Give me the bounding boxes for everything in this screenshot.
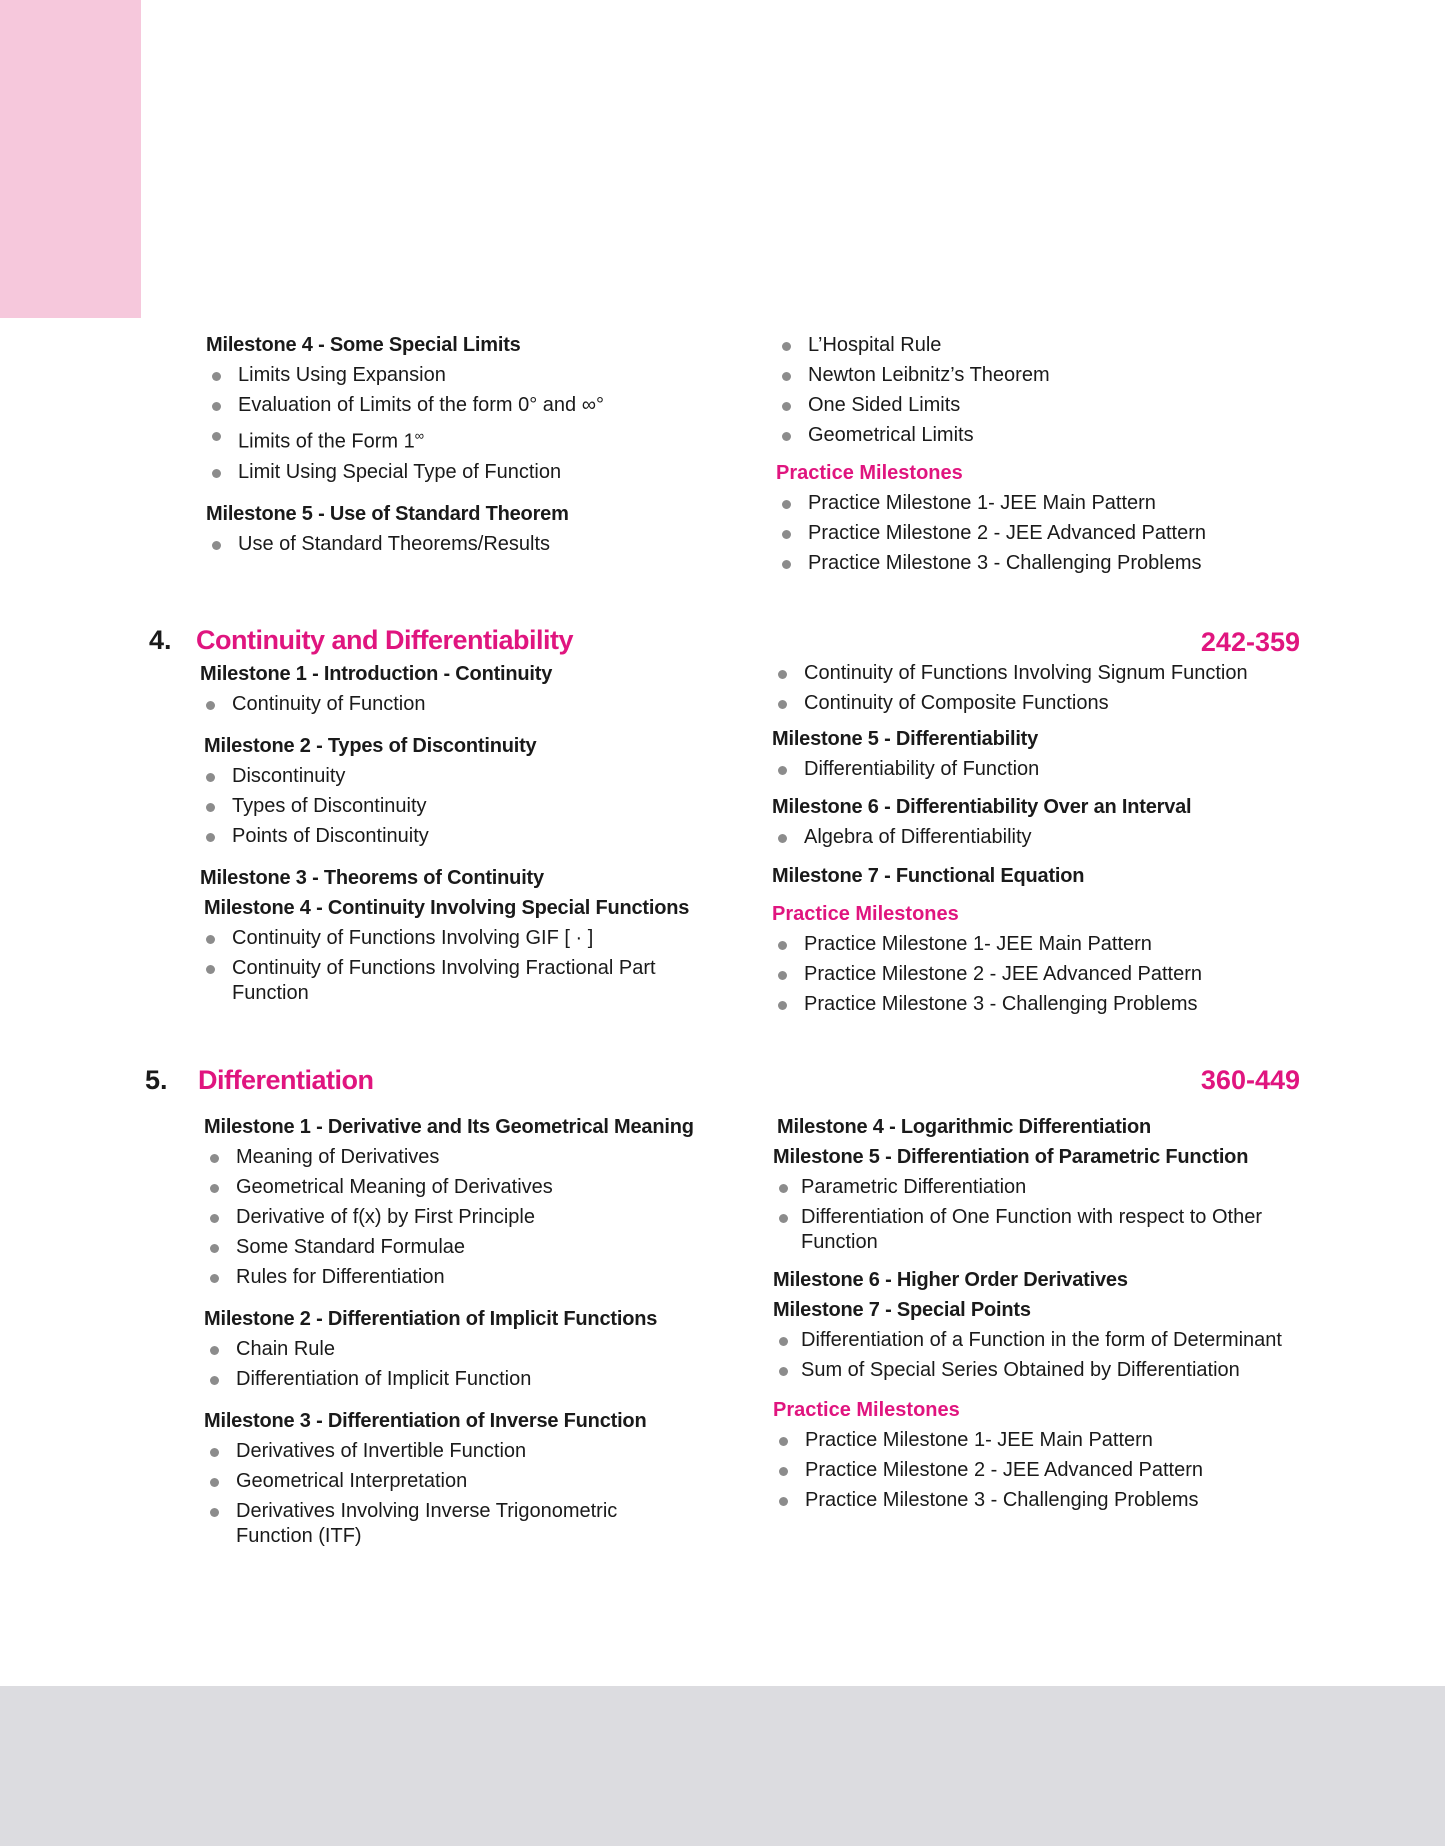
chapter-5-pages: 360-449 xyxy=(1200,1065,1300,1095)
list-item: Practice Milestone 1- JEE Main Pattern xyxy=(772,932,1332,957)
list-item: Algebra of Differentiability xyxy=(772,825,1332,850)
list-item: Types of Discontinuity xyxy=(200,794,730,819)
milestone-item-list xyxy=(206,363,726,485)
practice-milestones-heading: Practice Milestones xyxy=(776,462,963,484)
top-right-column xyxy=(776,333,1336,581)
chapter-5-title: Differentiation xyxy=(198,1065,374,1095)
list-item: Discontinuity xyxy=(200,764,730,789)
list-item: Meaning of Derivatives xyxy=(204,1145,744,1170)
list-item: Derivative of f(x) by First Principle xyxy=(204,1205,744,1230)
list-item: Limits Using Expansion xyxy=(206,363,726,388)
milestone-title: Milestone 4 - Continuity Involving Special Functions xyxy=(204,897,690,919)
milestone-title: Milestone 4 - Logarithmic Differentiation xyxy=(777,1116,1152,1138)
milestone-title: Milestone 3 - Theorems of Continuity xyxy=(200,867,544,889)
list-item: Differentiation of One Function with respect to Other Function xyxy=(773,1205,1301,1255)
chapter-4-right-column xyxy=(772,661,1332,1022)
milestone-title: Milestone 3 - Differentiation of Inverse Function xyxy=(204,1410,647,1432)
chapter-4-left-column xyxy=(200,662,730,1011)
practice-milestones-heading: Practice Milestones xyxy=(773,1399,960,1421)
list-item: Practice Milestone 3 - Challenging Problems xyxy=(772,992,1332,1017)
list-item: Continuity of Composite Functions xyxy=(772,691,1332,716)
list-item: Newton Leibnitz’s Theorem xyxy=(776,363,1336,388)
list-item: L’Hospital Rule xyxy=(776,333,1336,358)
list-item: Parametric Differentiation xyxy=(773,1175,1343,1200)
practice-item-list xyxy=(776,491,1336,576)
milestone-item-list xyxy=(772,757,1332,782)
milestone-title: Milestone 7 - Special Points xyxy=(773,1299,1031,1321)
milestone-item-list xyxy=(773,1175,1343,1255)
milestone-title: Milestone 6 - Differentiability Over an Interval xyxy=(772,796,1192,818)
infinity-superscript: ∞ xyxy=(414,428,424,443)
milestone-title: Milestone 6 - Higher Order Derivatives xyxy=(773,1269,1128,1291)
milestone-title: Milestone 5 - Differentiability xyxy=(772,728,1039,750)
list-item: Derivatives Involving Inverse Trigonometric Function (ITF) xyxy=(204,1499,646,1549)
list-item: Derivatives of Invertible Function xyxy=(204,1439,744,1464)
milestone-item-list xyxy=(204,1439,744,1549)
list-item xyxy=(206,423,726,455)
milestone-item-list xyxy=(776,333,1336,448)
milestone-item-list xyxy=(200,692,730,717)
corner-color-block xyxy=(0,0,141,318)
list-item: Differentiability of Function xyxy=(772,757,1332,782)
list-item: Rules for Differentiation xyxy=(204,1265,744,1290)
practice-item-list xyxy=(773,1428,1343,1513)
milestone-item-list xyxy=(772,661,1332,716)
milestone-title: Milestone 5 - Use of Standard Theorem xyxy=(206,502,569,525)
milestone-item-list xyxy=(773,1328,1343,1383)
list-item: Continuity of Functions Involving Signum Function xyxy=(772,661,1332,686)
list-item: Continuity of Functions Involving Fractional Part Function xyxy=(200,956,662,1006)
list-item: Sum of Special Series Obtained by Differentiation xyxy=(773,1358,1343,1383)
list-item: Points of Discontinuity xyxy=(200,824,730,849)
chapter-4-number: 4. xyxy=(149,625,172,655)
list-item: Differentiation of Implicit Function xyxy=(204,1367,744,1392)
chapter-5-right-column xyxy=(773,1115,1343,1518)
list-item: Practice Milestone 3 - Challenging Problems xyxy=(776,551,1336,576)
list-item: Limit Using Special Type of Function xyxy=(206,460,726,485)
milestone-title: Milestone 1 - Derivative and Its Geometrical Meaning xyxy=(204,1116,694,1138)
list-item: Geometrical Interpretation xyxy=(204,1469,744,1494)
list-item: Continuity of Function xyxy=(200,692,730,717)
list-item: Practice Milestone 3 - Challenging Problems xyxy=(773,1488,1343,1513)
top-left-column xyxy=(206,333,726,562)
list-item: Geometrical Meaning of Derivatives xyxy=(204,1175,744,1200)
footer-band xyxy=(0,1686,1445,1846)
milestone-item-list xyxy=(772,825,1332,850)
milestone-title: Milestone 2 - Differentiation of Implicit Functions xyxy=(204,1308,658,1330)
list-item: Geometrical Limits xyxy=(776,423,1336,448)
list-item-text: Limits of the Form 1 xyxy=(238,430,415,453)
milestone-item-list xyxy=(200,764,730,849)
practice-item-list xyxy=(772,932,1332,1017)
milestone-item-list xyxy=(206,532,726,557)
milestone-title: Milestone 1 - Introduction - Continuity xyxy=(200,663,553,685)
chapter-4-pages: 242-359 xyxy=(1200,627,1300,657)
chapter-5-number: 5. xyxy=(145,1065,168,1095)
milestone-title: Milestone 5 - Differentiation of Parametric Function xyxy=(773,1146,1249,1168)
milestone-title: Milestone 2 - Types of Discontinuity xyxy=(204,735,537,757)
list-item: Chain Rule xyxy=(204,1337,744,1362)
list-item: Differentiation of a Function in the form of Determinant xyxy=(773,1328,1343,1353)
practice-milestones-heading: Practice Milestones xyxy=(772,903,959,925)
milestone-item-list xyxy=(204,1337,744,1392)
list-item: Continuity of Functions Involving GIF [ · ] xyxy=(200,926,730,951)
list-item: Practice Milestone 2 - JEE Advanced Pattern xyxy=(772,962,1332,987)
list-item: Practice Milestone 1- JEE Main Pattern xyxy=(773,1428,1343,1453)
list-item: Practice Milestone 2 - JEE Advanced Pattern xyxy=(773,1458,1343,1483)
milestone-title: Milestone 4 - Some Special Limits xyxy=(206,334,521,356)
list-item: Some Standard Formulae xyxy=(204,1235,744,1260)
list-item: Practice Milestone 1- JEE Main Pattern xyxy=(776,491,1336,516)
chapter-5-left-column xyxy=(204,1115,744,1554)
milestone-title: Milestone 7 - Functional Equation xyxy=(772,865,1085,887)
chapter-4-title: Continuity and Differentiability xyxy=(196,625,574,655)
list-item: Use of Standard Theorems/Results xyxy=(206,532,726,557)
milestone-item-list xyxy=(200,926,730,1006)
list-item: One Sided Limits xyxy=(776,393,1336,418)
milestone-item-list xyxy=(204,1145,744,1290)
list-item: Evaluation of Limits of the form 0° and ∞° xyxy=(206,393,726,418)
list-item: Practice Milestone 2 - JEE Advanced Pattern xyxy=(776,521,1336,546)
